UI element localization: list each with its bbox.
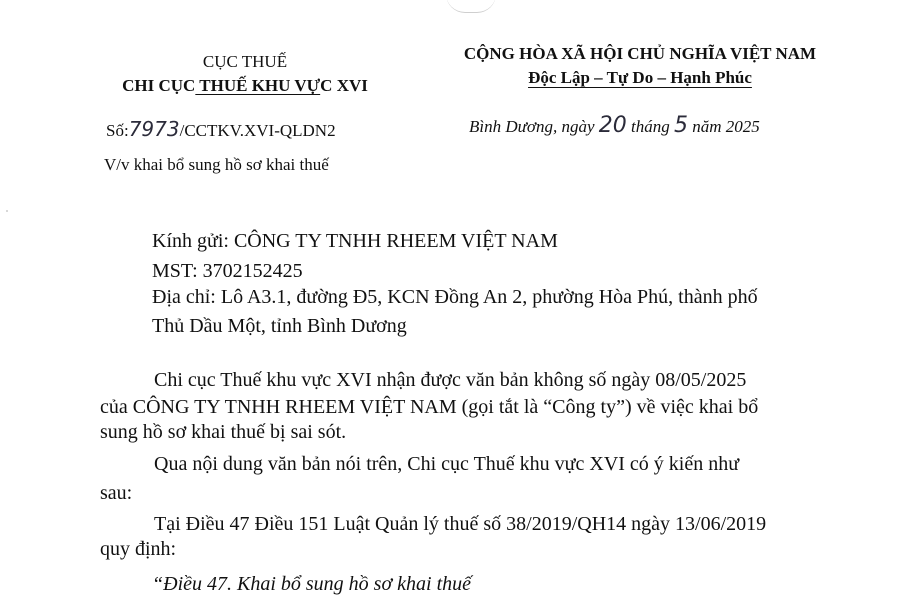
paragraph-line: Qua nội dung văn bản nói trên, Chi cục Thuế khu vực XVI có ý kiến như [154,453,740,475]
paragraph-line: của CÔNG TY TNHH RHEEM VIỆT NAM (gọi tắt là “Công ty”) về việc khai bổ [100,396,759,418]
paragraph-line: Chi cục Thuế khu vực XVI nhận được văn bản không số ngày 08/05/2025 [154,369,747,391]
address-line: Địa chỉ: Lô A3.1, đường Đ5, KCN Đồng An 2, phường Hòa Phú, thành phố [152,286,758,308]
sub-agency-name: CHI CỤC THUẾ KHU VỰC XVI [122,76,368,95]
nation-title: CỘNG HÒA XÃ HỘI CHỦ NGHĨA VIỆT NAM [463,44,817,63]
day-handwritten: 20 [598,113,627,138]
top-stamp-mark [446,0,496,13]
paragraph-line: sau: [100,482,133,504]
paragraph-line: quy định: [100,538,177,560]
paragraph-line: sung hồ sơ khai thuế bị sai sót. [100,421,347,443]
tax-code-line: MST: 3702152425 [152,260,303,282]
place-date: Bình Dương, ngày 20 tháng 5 năm 2025 [469,113,760,138]
document-number: Số:7973/CCTKV.XVI-QLDN2 [106,117,336,141]
scan-speck [6,210,8,212]
quoted-article-title: “Điều 47. Khai bổ sung hồ sơ khai thuế [152,573,472,595]
address-line-continued: Thủ Dầu Một, tỉnh Bình Dương [152,315,407,337]
month-handwritten: 5 [674,113,689,138]
recipient-line: Kính gửi: CÔNG TY TNHH RHEEM VIỆT NAM [152,230,558,252]
motto: Độc Lập – Tự Do – Hạnh Phúc [528,68,752,87]
document-subject: V/v khai bổ sung hồ sơ khai thuế [104,155,329,174]
paragraph-line: Tại Điều 47 Điều 151 Luật Quản lý thuế số 38/2019/QH14 ngày 13/06/2019 [154,513,767,535]
agency-name: CỤC THUẾ [202,52,288,71]
document-number-handwritten: 7973 [128,117,180,141]
